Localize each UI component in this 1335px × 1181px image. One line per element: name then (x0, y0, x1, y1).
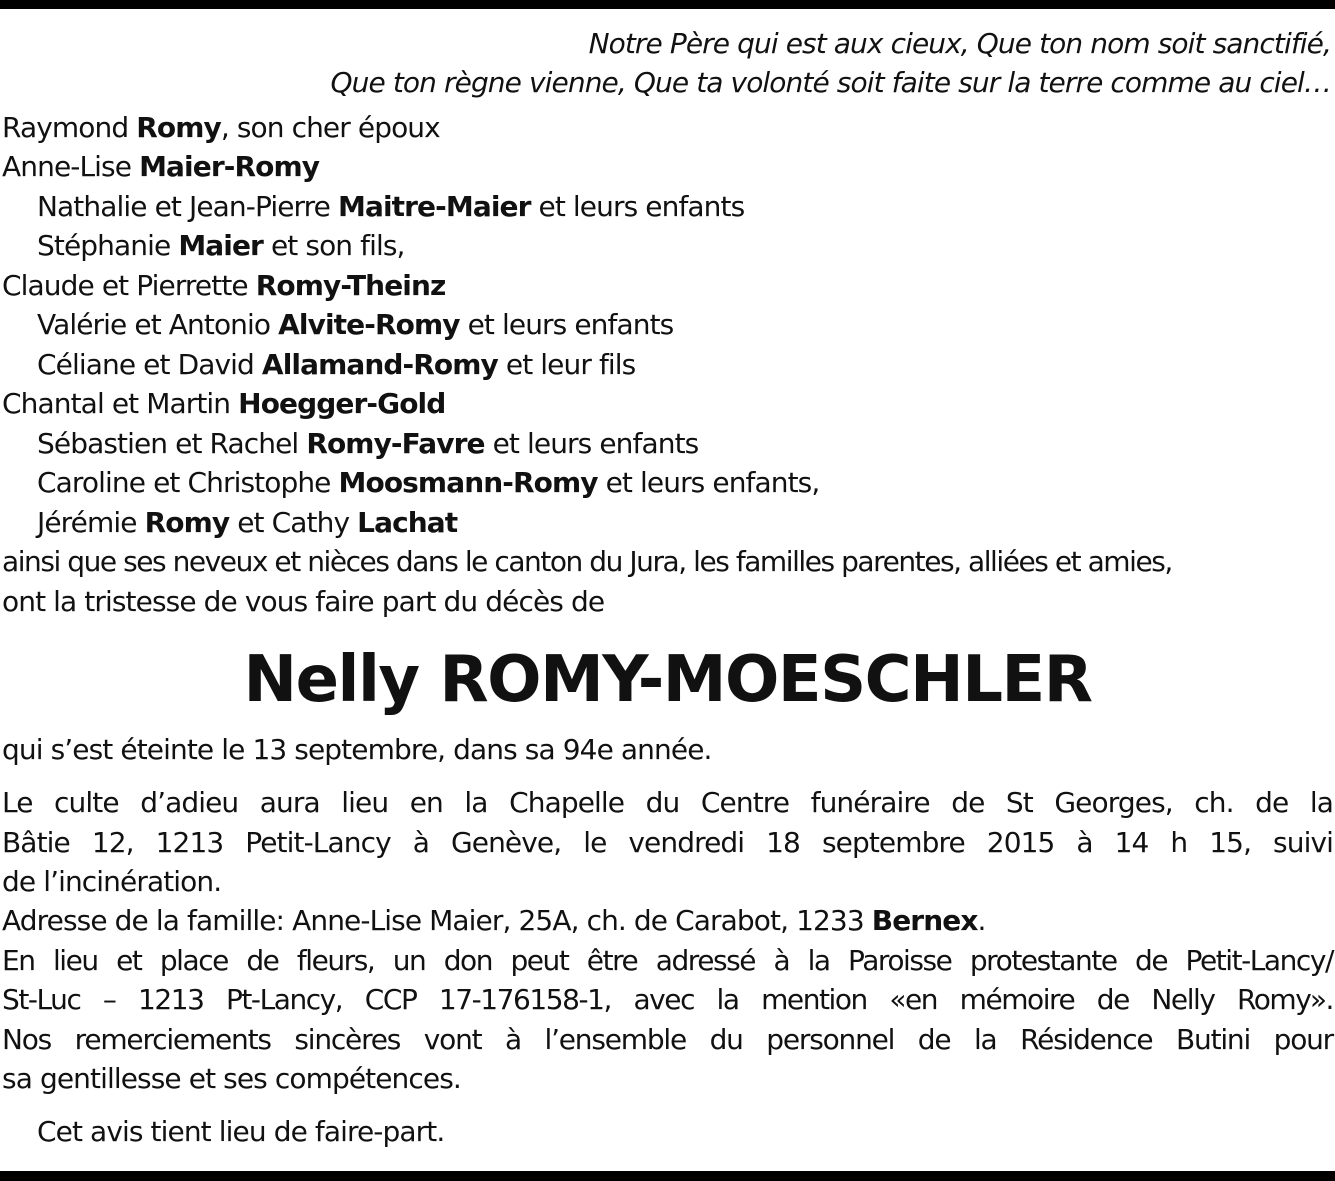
ceremony-line-1: Le culte d’adieu aura lieu en la Chapelle du Centre funéraire de St Georges, ch. de la (2, 786, 1333, 819)
family-line: Jérémie Romy et Cathy Lachat (37, 506, 458, 539)
family-address: Adresse de la famille: Anne-Lise Maier, 25A, ch. de Carabot, 1233 Bernex. (2, 904, 986, 937)
family-line: Claude et Pierrette Romy-Theinz (2, 269, 446, 302)
extended-family-line: ainsi que ses neveux et nièces dans le canton du Jura, les familles parentes, alliées et amies, (2, 545, 1172, 578)
family-line: Sébastien et Rachel Romy-Favre et leurs enfants (37, 427, 699, 460)
closing-line: Cet avis tient lieu de faire-part. (37, 1115, 445, 1148)
bottom-border (0, 1171, 1335, 1181)
ceremony-line-2: Bâtie 12, 1213 Petit-Lancy à Genève, le vendredi 18 septembre 2015 à 14 h 15, suivi (2, 826, 1333, 859)
family-line: Nathalie et Jean-Pierre Maitre-Maier et leurs enfants (37, 190, 745, 223)
announcement-line: ont la tristesse de vous faire part du décès de (2, 585, 605, 618)
family-line: Raymond Romy, son cher époux (2, 111, 440, 144)
thanks-line-2: sa gentillesse et ses compétences. (2, 1062, 461, 1095)
family-line: Anne-Lise Maier-Romy (2, 150, 320, 183)
death-info: qui s’est éteinte le 13 septembre, dans sa 94e année. (2, 733, 712, 766)
family-line: Valérie et Antonio Alvite-Romy et leurs enfants (37, 308, 674, 341)
donation-line-2: St-Luc – 1213 Pt-Lancy, CCP 17-176158-1, avec la mention «en mémoire de Nelly Romy». (2, 983, 1333, 1016)
family-line: Caroline et Christophe Moosmann-Romy et leurs enfants, (37, 466, 820, 499)
ceremony-line-3: de l’incinération. (2, 865, 222, 898)
family-line: Chantal et Martin Hoegger-Gold (2, 387, 446, 420)
deceased-name: Nelly ROMY-MOESCHLER (243, 643, 1092, 717)
prayer-line-2: Que ton règne vienne, Que ta volonté soit faite sur la terre comme au ciel… (330, 66, 1331, 99)
donation-line-1: En lieu et place de fleurs, un don peut être adressé à la Paroisse protestante de Petit-Lancy/ (2, 944, 1333, 977)
top-border (0, 0, 1335, 9)
prayer-line-1: Notre Père qui est aux cieux, Que ton nom soit sanctifié, (588, 27, 1331, 60)
family-line: Céliane et David Allamand-Romy et leur fils (37, 348, 636, 381)
thanks-line-1: Nos remerciements sincères vont à l’ensemble du personnel de la Résidence Butini pour (2, 1023, 1333, 1056)
family-line: Stéphanie Maier et son fils, (37, 229, 405, 262)
